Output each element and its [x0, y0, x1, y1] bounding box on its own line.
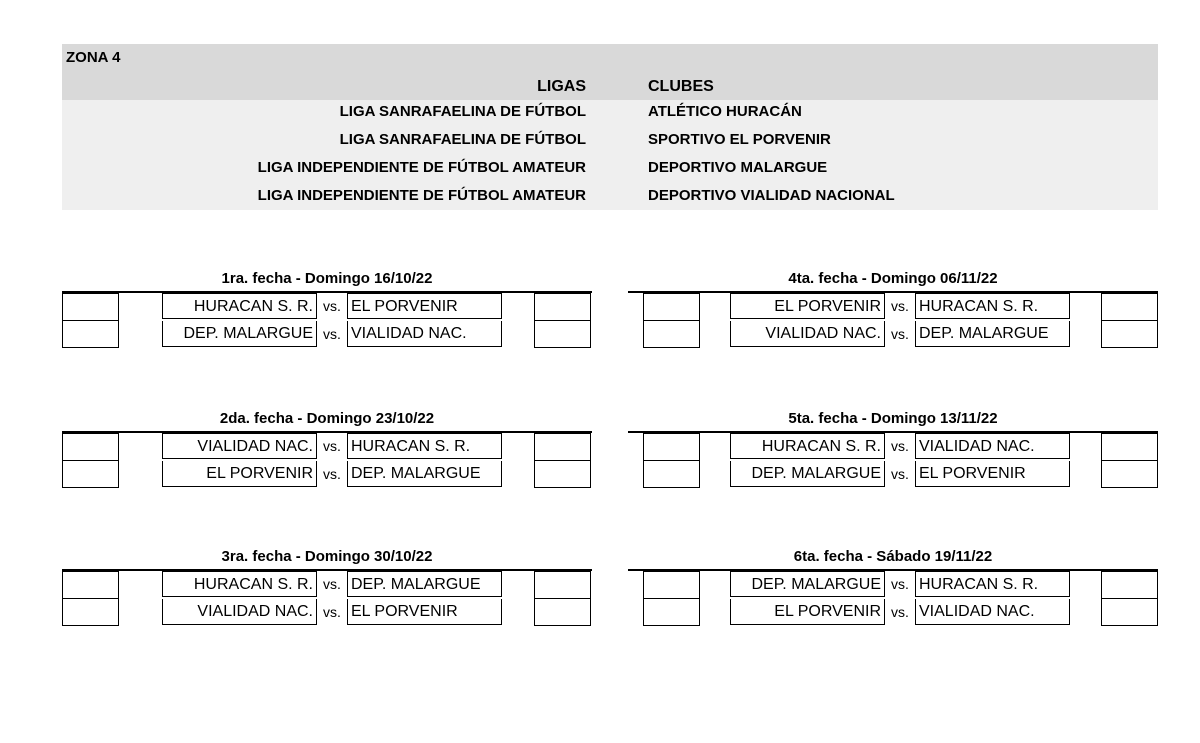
- home-score-box[interactable]: [62, 571, 119, 599]
- away-team: HURACAN S. R.: [915, 571, 1070, 597]
- away-score-box[interactable]: [1101, 571, 1158, 599]
- fecha-title: 1ra. fecha - Domingo 16/10/22: [221, 270, 433, 287]
- home-score-box[interactable]: [643, 461, 700, 488]
- zone-rows: [62, 100, 1158, 210]
- fecha-block: [62, 269, 592, 351]
- vs-label: vs.: [891, 466, 909, 482]
- fecha-block: [62, 409, 592, 491]
- match-row: [628, 321, 1158, 349]
- home-team: DEP. MALARGUE: [162, 321, 317, 347]
- home-score-box[interactable]: [643, 571, 700, 599]
- away-team: HURACAN S. R.: [347, 433, 502, 459]
- away-team: HURACAN S. R.: [915, 293, 1070, 319]
- home-team: VIALIDAD NAC.: [162, 599, 317, 625]
- vs-label: vs.: [323, 326, 341, 342]
- liga-name: LIGA SANRAFAELINA DE FÚTBOL: [339, 103, 586, 120]
- home-team: HURACAN S. R.: [162, 293, 317, 319]
- home-score-box[interactable]: [62, 293, 119, 321]
- home-score-box[interactable]: [643, 433, 700, 461]
- away-team: VIALIDAD NAC.: [915, 599, 1070, 625]
- away-score-box[interactable]: [1101, 461, 1158, 488]
- home-score-box[interactable]: [643, 293, 700, 321]
- home-team: DEP. MALARGUE: [730, 571, 885, 597]
- fecha-title: 6ta. fecha - Sábado 19/11/22: [793, 548, 993, 565]
- club-name: SPORTIVO EL PORVENIR: [648, 131, 831, 148]
- home-score-box[interactable]: [62, 461, 119, 488]
- away-team: DEP. MALARGUE: [347, 461, 502, 487]
- match-row: [62, 293, 592, 321]
- match-row: [62, 461, 592, 489]
- home-score-box[interactable]: [62, 321, 119, 348]
- liga-name: LIGA INDEPENDIENTE DE FÚTBOL AMATEUR: [257, 187, 586, 204]
- away-team: EL PORVENIR: [347, 293, 502, 319]
- away-team: DEP. MALARGUE: [915, 321, 1070, 347]
- home-team: HURACAN S. R.: [162, 571, 317, 597]
- away-team: DEP. MALARGUE: [347, 571, 502, 597]
- vs-label: vs.: [891, 604, 909, 620]
- clubes-header: CLUBES: [648, 78, 714, 95]
- zone-row: [62, 99, 1158, 127]
- away-score-box[interactable]: [1101, 293, 1158, 321]
- fecha-title: 4ta. fecha - Domingo 06/11/22: [788, 270, 998, 287]
- home-score-box[interactable]: [643, 599, 700, 626]
- fecha-title: 3ra. fecha - Domingo 30/10/22: [221, 548, 433, 565]
- vs-label: vs.: [323, 604, 341, 620]
- vs-label: vs.: [323, 466, 341, 482]
- home-team: VIALIDAD NAC.: [730, 321, 885, 347]
- zone-row: [62, 127, 1158, 155]
- liga-name: LIGA INDEPENDIENTE DE FÚTBOL AMATEUR: [257, 159, 586, 176]
- vs-label: vs.: [323, 438, 341, 454]
- away-score-box[interactable]: [534, 433, 591, 461]
- zone-table: [62, 44, 1158, 210]
- away-score-box[interactable]: [1101, 321, 1158, 348]
- vs-label: vs.: [891, 576, 909, 592]
- home-team: DEP. MALARGUE: [730, 461, 885, 487]
- away-score-box[interactable]: [534, 571, 591, 599]
- away-team: VIALIDAD NAC.: [347, 321, 502, 347]
- zone-row: [62, 155, 1158, 183]
- match-row: [62, 433, 592, 461]
- away-team: EL PORVENIR: [915, 461, 1070, 487]
- vs-label: vs.: [891, 438, 909, 454]
- vs-label: vs.: [891, 298, 909, 314]
- zone-row: [62, 183, 1158, 211]
- fecha-title: 2da. fecha - Domingo 23/10/22: [219, 410, 435, 427]
- vs-label: vs.: [323, 576, 341, 592]
- home-score-box[interactable]: [643, 321, 700, 348]
- match-row: [628, 461, 1158, 489]
- home-score-box[interactable]: [62, 599, 119, 626]
- away-score-box[interactable]: [534, 293, 591, 321]
- fecha-block: [62, 547, 592, 629]
- vs-label: vs.: [891, 326, 909, 342]
- away-score-box[interactable]: [534, 461, 591, 488]
- home-team: EL PORVENIR: [730, 599, 885, 625]
- away-score-box[interactable]: [534, 321, 591, 348]
- club-name: DEPORTIVO VIALIDAD NACIONAL: [648, 187, 895, 204]
- match-row: [62, 599, 592, 627]
- match-row: [62, 321, 592, 349]
- home-team: EL PORVENIR: [162, 461, 317, 487]
- home-team: HURACAN S. R.: [730, 433, 885, 459]
- fecha-title: 5ta. fecha - Domingo 13/11/22: [788, 410, 998, 427]
- away-score-box[interactable]: [1101, 599, 1158, 626]
- home-team: EL PORVENIR: [730, 293, 885, 319]
- away-score-box[interactable]: [534, 599, 591, 626]
- club-name: ATLÉTICO HURACÁN: [648, 103, 802, 120]
- away-score-box[interactable]: [1101, 433, 1158, 461]
- away-team: VIALIDAD NAC.: [915, 433, 1070, 459]
- home-score-box[interactable]: [62, 433, 119, 461]
- fecha-block: [628, 269, 1158, 351]
- match-row: [628, 433, 1158, 461]
- ligas-header: LIGAS: [537, 78, 586, 95]
- club-name: DEPORTIVO MALARGUE: [648, 159, 828, 176]
- vs-label: vs.: [323, 298, 341, 314]
- fecha-block: [628, 547, 1158, 629]
- liga-name: LIGA SANRAFAELINA DE FÚTBOL: [339, 131, 586, 148]
- home-team: VIALIDAD NAC.: [162, 433, 317, 459]
- match-row: [628, 599, 1158, 627]
- fecha-block: [628, 409, 1158, 491]
- zone-header: [62, 44, 1158, 100]
- match-row: [628, 571, 1158, 599]
- match-row: [62, 571, 592, 599]
- zone-title: ZONA 4: [66, 49, 121, 66]
- away-team: EL PORVENIR: [347, 599, 502, 625]
- match-row: [628, 293, 1158, 321]
